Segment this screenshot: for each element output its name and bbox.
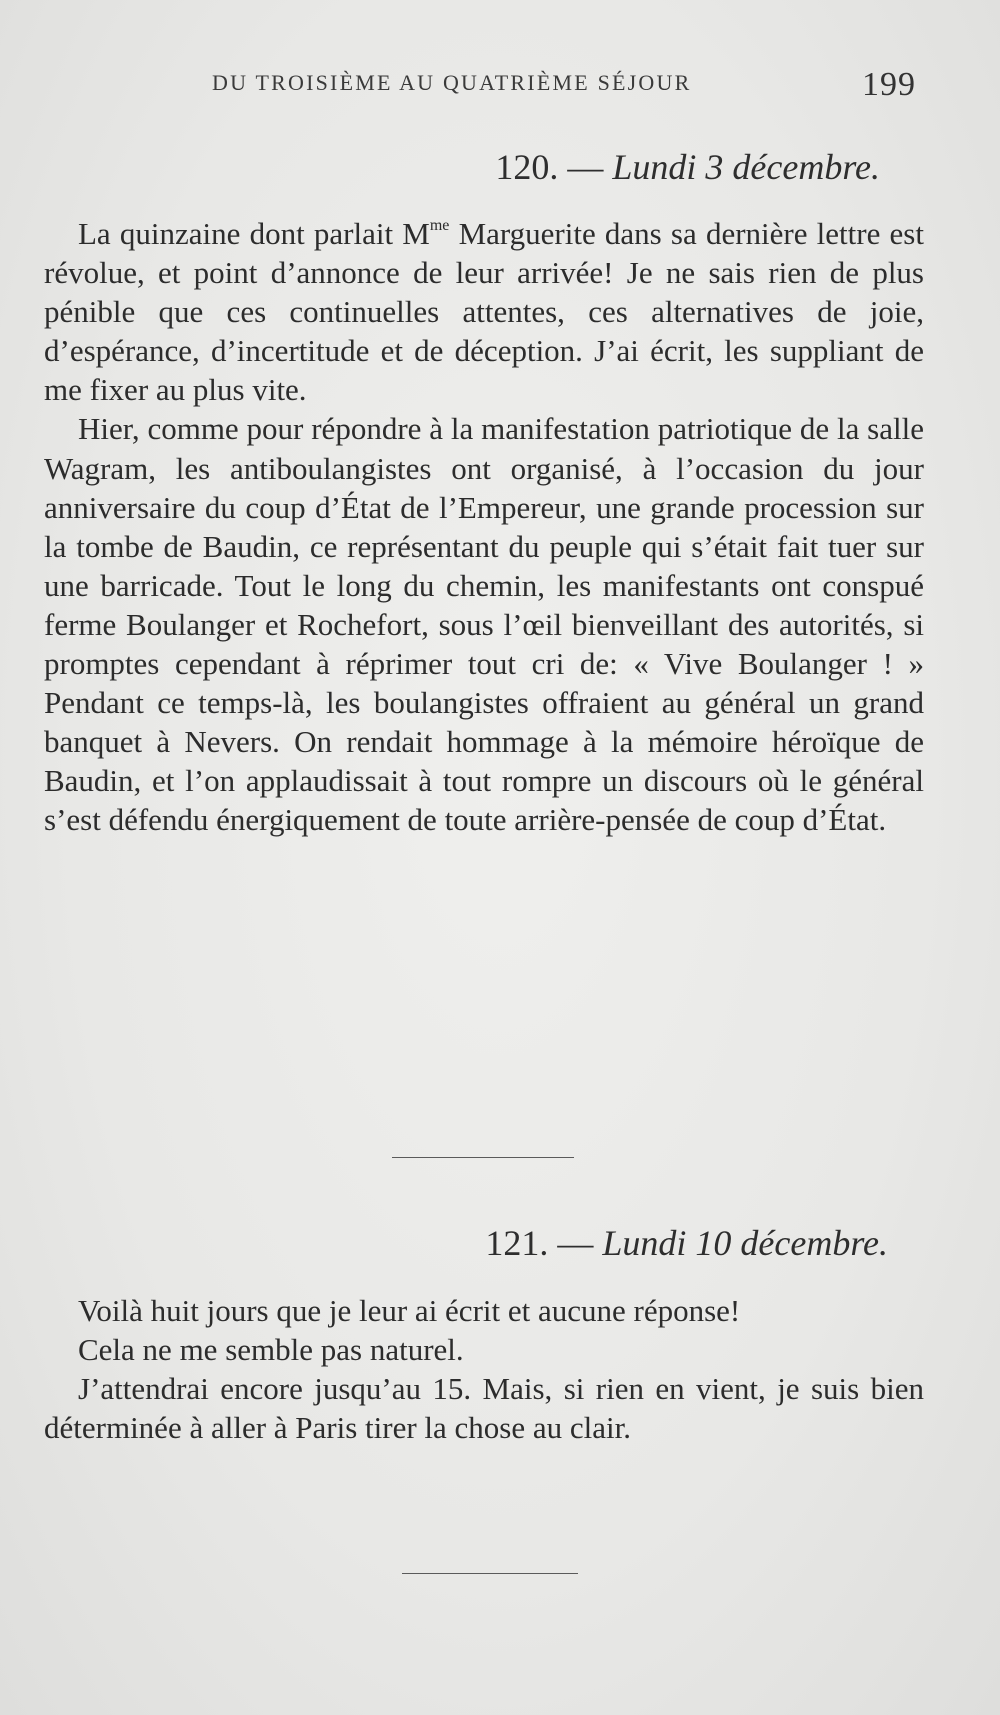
entry-dash: — xyxy=(567,147,604,187)
entry-date: Lundi 10 décembre. xyxy=(602,1223,888,1263)
paragraph: Hier, comme pour répondre à la manifestation patriotique de la salle Wagram, les antiboulangistes ont organisé, à l’occasion du jour anniversaire du coup d’État de l’Empereur, une grande procession sur la tombe de Baudin, ce représentant du peuple qui s’était fait tuer sur une barricade. Tout le long du chemin, les manifestants ont conspué ferme Boulanger et Rochefort, sous l’œil bienveillant des autorités, si promptes cependant à réprimer tout cri de: « Vive Boulanger ! » Pendant ce temps-là, les boulangistes offraient au général un grand banquet à Nevers. On rendait hommage à la mémoire héroïque de Baudin, et l’on applaudissait à tout rompre un discours où le général s’est défendu énergiquement de toute arrière-pensée de coup d’État. xyxy=(44,411,924,838)
paragraph: J’attendrai encore jusqu’au 15. Mais, si rien en vient, je suis bien déterminée à aller à Paris tirer la chose au clair. xyxy=(44,1371,924,1446)
superscript-abbrev: me xyxy=(429,217,450,234)
entry-body-120 xyxy=(44,214,924,840)
section-divider xyxy=(402,1573,578,1574)
section-divider xyxy=(392,1157,574,1158)
entry-number: 121. xyxy=(485,1223,549,1263)
entry-heading-121 xyxy=(485,1222,888,1264)
running-title: DU TROISIÈME AU QUATRIÈME SÉJOUR xyxy=(212,70,692,95)
entry-dash: — xyxy=(557,1223,594,1263)
paragraph: Cela ne me semble pas naturel. xyxy=(78,1332,464,1368)
entry-date: Lundi 3 décembre. xyxy=(612,147,880,187)
entry-heading-120 xyxy=(495,146,880,188)
paragraph xyxy=(44,214,924,409)
paragraph-text: Marguerite dans sa dernière lettre est révolue, et point d’annonce de leur arrivée! Je ne sais rien de plus pénible que ces continuelles attentes, ces alternatives de joie, d’espérance, d’incertitude et de déception. J’ai écrit, les suppliant de me fixer au plus vite. xyxy=(44,216,924,408)
paragraph: Voilà huit jours que je leur ai écrit et aucune réponse! xyxy=(78,1293,741,1328)
paragraph-text: La quinzaine dont parlait M xyxy=(78,216,430,251)
entry-body-121 xyxy=(44,1291,924,1447)
page-number: 199 xyxy=(862,66,916,103)
entry-number: 120. xyxy=(495,147,559,187)
